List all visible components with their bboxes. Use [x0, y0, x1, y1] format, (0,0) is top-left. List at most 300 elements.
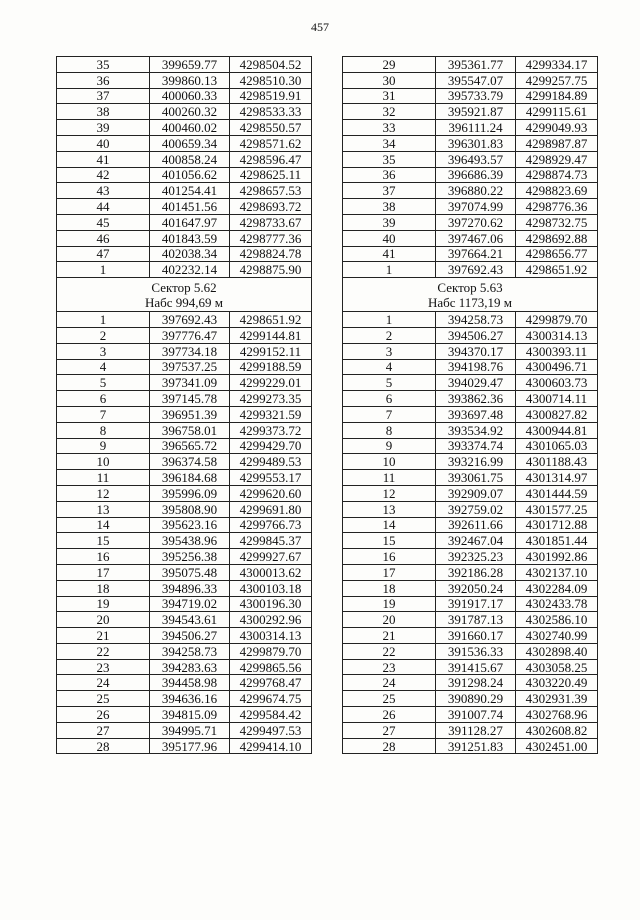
- table-row: [343, 643, 598, 659]
- point-number-cell: 25: [343, 691, 436, 707]
- x-coordinate-cell: 395547.07: [436, 72, 516, 88]
- y-coordinate-cell: 4299768.47: [230, 675, 312, 691]
- point-number-cell: 37: [343, 183, 436, 199]
- x-coordinate-cell: 396880.22: [436, 183, 516, 199]
- table-row: [57, 722, 312, 738]
- table-row: [343, 533, 598, 549]
- x-coordinate-cell: 400260.32: [150, 104, 230, 120]
- point-number-cell: 6: [343, 391, 436, 407]
- y-coordinate-cell: 4299049.93: [516, 120, 598, 136]
- point-number-cell: 31: [343, 88, 436, 104]
- y-coordinate-cell: 4299927.67: [230, 549, 312, 565]
- point-number-cell: 14: [343, 517, 436, 533]
- x-coordinate-cell: 399860.13: [150, 72, 230, 88]
- table-row: [57, 135, 312, 151]
- table-row: [57, 151, 312, 167]
- table-row: [57, 612, 312, 628]
- sector-header: [57, 278, 312, 312]
- x-coordinate-cell: 394198.76: [436, 359, 516, 375]
- y-coordinate-cell: 4300944.81: [516, 422, 598, 438]
- sector-title: Сектор 5.63: [437, 280, 503, 296]
- y-coordinate-cell: 4298651.92: [516, 262, 598, 278]
- table-row: [343, 214, 598, 230]
- y-coordinate-cell: 4299845.37: [230, 533, 312, 549]
- x-coordinate-cell: 396111.24: [436, 120, 516, 136]
- x-coordinate-cell: 394506.27: [436, 327, 516, 343]
- y-coordinate-cell: 4298504.52: [230, 57, 312, 73]
- y-coordinate-cell: 4300292.96: [230, 612, 312, 628]
- table-row: [343, 612, 598, 628]
- point-number-cell: 41: [57, 151, 150, 167]
- table-row: [343, 738, 598, 754]
- y-coordinate-cell: 4298733.67: [230, 214, 312, 230]
- point-number-cell: 36: [57, 72, 150, 88]
- table-row: [343, 501, 598, 517]
- x-coordinate-cell: 400659.34: [150, 135, 230, 151]
- x-coordinate-cell: 395256.38: [150, 549, 230, 565]
- y-coordinate-cell: 4302898.40: [516, 643, 598, 659]
- y-coordinate-cell: 4299865.56: [230, 659, 312, 675]
- x-coordinate-cell: 394258.73: [150, 643, 230, 659]
- point-number-cell: 26: [343, 707, 436, 723]
- x-coordinate-cell: 395808.90: [150, 501, 230, 517]
- table-row: [343, 135, 598, 151]
- x-coordinate-cell: 397341.09: [150, 375, 230, 391]
- x-coordinate-cell: 397692.43: [150, 312, 230, 328]
- x-coordinate-cell: 394636.16: [150, 691, 230, 707]
- point-number-cell: 41: [343, 246, 436, 262]
- table-body-right: [343, 57, 598, 754]
- sector-absolute-height: Набс 994,69 м: [144, 295, 224, 311]
- coordinates-table-right: [342, 56, 598, 754]
- y-coordinate-cell: 4300196.30: [230, 596, 312, 612]
- point-number-cell: 1: [343, 262, 436, 278]
- table-row: [343, 88, 598, 104]
- table-row: [57, 183, 312, 199]
- table-row: [57, 327, 312, 343]
- table-row: [343, 104, 598, 120]
- point-number-cell: 20: [343, 612, 436, 628]
- x-coordinate-cell: 397537.25: [150, 359, 230, 375]
- y-coordinate-cell: 4298732.75: [516, 214, 598, 230]
- table-body-left: [57, 57, 312, 754]
- point-number-cell: 4: [343, 359, 436, 375]
- y-coordinate-cell: 4299188.59: [230, 359, 312, 375]
- point-number-cell: 11: [343, 470, 436, 486]
- table-row: [343, 375, 598, 391]
- y-coordinate-cell: 4302284.09: [516, 580, 598, 596]
- x-coordinate-cell: 392325.23: [436, 549, 516, 565]
- point-number-cell: 42: [57, 167, 150, 183]
- x-coordinate-cell: 392909.07: [436, 485, 516, 501]
- table-row: [343, 57, 598, 73]
- table-row: [343, 722, 598, 738]
- table-row: [343, 230, 598, 246]
- y-coordinate-cell: 4302586.10: [516, 612, 598, 628]
- y-coordinate-cell: 4299620.60: [230, 485, 312, 501]
- y-coordinate-cell: 4300103.18: [230, 580, 312, 596]
- y-coordinate-cell: 4298656.77: [516, 246, 598, 262]
- point-number-cell: 18: [57, 580, 150, 596]
- point-number-cell: 5: [343, 375, 436, 391]
- point-number-cell: 35: [343, 151, 436, 167]
- table-row: [57, 517, 312, 533]
- x-coordinate-cell: 391298.24: [436, 675, 516, 691]
- table-row: [343, 580, 598, 596]
- x-coordinate-cell: 399659.77: [150, 57, 230, 73]
- x-coordinate-cell: 391917.17: [436, 596, 516, 612]
- y-coordinate-cell: 4299879.70: [516, 312, 598, 328]
- table-row: [57, 88, 312, 104]
- x-coordinate-cell: 401451.56: [150, 199, 230, 215]
- y-coordinate-cell: 4298510.30: [230, 72, 312, 88]
- point-number-cell: 36: [343, 167, 436, 183]
- point-number-cell: 23: [57, 659, 150, 675]
- x-coordinate-cell: 397692.43: [436, 262, 516, 278]
- sector-absolute-height: Набс 1173,19 м: [427, 295, 513, 311]
- point-number-cell: 39: [343, 214, 436, 230]
- y-coordinate-cell: 4299321.59: [230, 406, 312, 422]
- x-coordinate-cell: 400060.33: [150, 88, 230, 104]
- table-row: [57, 57, 312, 73]
- point-number-cell: 7: [57, 406, 150, 422]
- y-coordinate-cell: 4299115.61: [516, 104, 598, 120]
- x-coordinate-cell: 395075.48: [150, 564, 230, 580]
- x-coordinate-cell: 391536.33: [436, 643, 516, 659]
- point-number-cell: 14: [57, 517, 150, 533]
- y-coordinate-cell: 4298776.36: [516, 199, 598, 215]
- coordinates-table-left: [56, 56, 312, 754]
- point-number-cell: 28: [343, 738, 436, 754]
- table-row: [343, 72, 598, 88]
- y-coordinate-cell: 4298550.57: [230, 120, 312, 136]
- x-coordinate-cell: 395438.96: [150, 533, 230, 549]
- x-coordinate-cell: 400858.24: [150, 151, 230, 167]
- x-coordinate-cell: 395733.79: [436, 88, 516, 104]
- point-number-cell: 21: [57, 628, 150, 644]
- y-coordinate-cell: 4301188.43: [516, 454, 598, 470]
- table-row: [57, 120, 312, 136]
- y-coordinate-cell: 4301992.86: [516, 549, 598, 565]
- x-coordinate-cell: 391251.83: [436, 738, 516, 754]
- table-row: [343, 406, 598, 422]
- y-coordinate-cell: 4298571.62: [230, 135, 312, 151]
- point-number-cell: 43: [57, 183, 150, 199]
- table-row: [57, 454, 312, 470]
- x-coordinate-cell: 395996.09: [150, 485, 230, 501]
- x-coordinate-cell: 396374.58: [150, 454, 230, 470]
- point-number-cell: 10: [57, 454, 150, 470]
- x-coordinate-cell: 393697.48: [436, 406, 516, 422]
- point-number-cell: 35: [57, 57, 150, 73]
- y-coordinate-cell: 4301314.97: [516, 470, 598, 486]
- y-coordinate-cell: 4299184.89: [516, 88, 598, 104]
- y-coordinate-cell: 4298823.69: [516, 183, 598, 199]
- x-coordinate-cell: 392611.66: [436, 517, 516, 533]
- x-coordinate-cell: 397145.78: [150, 391, 230, 407]
- point-number-cell: 13: [343, 501, 436, 517]
- x-coordinate-cell: 393534.92: [436, 422, 516, 438]
- point-number-cell: 38: [57, 104, 150, 120]
- x-coordinate-cell: 401056.62: [150, 167, 230, 183]
- y-coordinate-cell: 4299553.17: [230, 470, 312, 486]
- y-coordinate-cell: 4301065.03: [516, 438, 598, 454]
- x-coordinate-cell: 393216.99: [436, 454, 516, 470]
- table-row: [343, 628, 598, 644]
- point-number-cell: 2: [57, 327, 150, 343]
- y-coordinate-cell: 4302768.96: [516, 707, 598, 723]
- x-coordinate-cell: 394283.63: [150, 659, 230, 675]
- point-number-cell: 18: [343, 580, 436, 596]
- point-number-cell: 6: [57, 391, 150, 407]
- table-row: [343, 659, 598, 675]
- x-coordinate-cell: 391787.13: [436, 612, 516, 628]
- table-row: [57, 533, 312, 549]
- y-coordinate-cell: 4299257.75: [516, 72, 598, 88]
- table-row: [57, 675, 312, 691]
- table-row: [57, 549, 312, 565]
- x-coordinate-cell: 392467.04: [436, 533, 516, 549]
- point-number-cell: 16: [343, 549, 436, 565]
- x-coordinate-cell: 391415.67: [436, 659, 516, 675]
- y-coordinate-cell: 4299229.01: [230, 375, 312, 391]
- x-coordinate-cell: 392759.02: [436, 501, 516, 517]
- x-coordinate-cell: 393374.74: [436, 438, 516, 454]
- y-coordinate-cell: 4298693.72: [230, 199, 312, 215]
- sector-header-row: [343, 278, 598, 312]
- point-number-cell: 15: [57, 533, 150, 549]
- y-coordinate-cell: 4299489.53: [230, 454, 312, 470]
- y-coordinate-cell: 4303058.25: [516, 659, 598, 675]
- y-coordinate-cell: 4299584.42: [230, 707, 312, 723]
- y-coordinate-cell: 4299334.17: [516, 57, 598, 73]
- y-coordinate-cell: 4298875.90: [230, 262, 312, 278]
- page-number: 457: [311, 20, 329, 34]
- table-row: [57, 580, 312, 596]
- y-coordinate-cell: 4300393.11: [516, 343, 598, 359]
- x-coordinate-cell: 397664.21: [436, 246, 516, 262]
- table-row: [57, 438, 312, 454]
- table-row: [57, 167, 312, 183]
- point-number-cell: 23: [343, 659, 436, 675]
- point-number-cell: 38: [343, 199, 436, 215]
- y-coordinate-cell: 4300827.82: [516, 406, 598, 422]
- point-number-cell: 39: [57, 120, 150, 136]
- y-coordinate-cell: 4298777.36: [230, 230, 312, 246]
- x-coordinate-cell: 394258.73: [436, 312, 516, 328]
- point-number-cell: 32: [343, 104, 436, 120]
- x-coordinate-cell: 395921.87: [436, 104, 516, 120]
- point-number-cell: 26: [57, 707, 150, 723]
- table-row: [343, 262, 598, 278]
- y-coordinate-cell: 4299273.35: [230, 391, 312, 407]
- point-number-cell: 40: [343, 230, 436, 246]
- y-coordinate-cell: 4300314.13: [230, 628, 312, 644]
- point-number-cell: 22: [57, 643, 150, 659]
- x-coordinate-cell: 396493.57: [436, 151, 516, 167]
- y-coordinate-cell: 4298824.78: [230, 246, 312, 262]
- table-row: [343, 596, 598, 612]
- table-row: [57, 470, 312, 486]
- y-coordinate-cell: 4300013.62: [230, 564, 312, 580]
- sector-header: [343, 278, 598, 312]
- y-coordinate-cell: 4301577.25: [516, 501, 598, 517]
- y-coordinate-cell: 4298596.47: [230, 151, 312, 167]
- table-row: [57, 643, 312, 659]
- x-coordinate-cell: 400460.02: [150, 120, 230, 136]
- point-number-cell: 27: [343, 722, 436, 738]
- x-coordinate-cell: 393862.36: [436, 391, 516, 407]
- y-coordinate-cell: 4299414.10: [230, 738, 312, 754]
- y-coordinate-cell: 4298657.53: [230, 183, 312, 199]
- x-coordinate-cell: 395361.77: [436, 57, 516, 73]
- point-number-cell: 2: [343, 327, 436, 343]
- point-number-cell: 7: [343, 406, 436, 422]
- x-coordinate-cell: 402232.14: [150, 262, 230, 278]
- x-coordinate-cell: 390890.29: [436, 691, 516, 707]
- x-coordinate-cell: 397467.06: [436, 230, 516, 246]
- point-number-cell: 30: [343, 72, 436, 88]
- table-row: [57, 596, 312, 612]
- y-coordinate-cell: 4299766.73: [230, 517, 312, 533]
- y-coordinate-cell: 4300496.71: [516, 359, 598, 375]
- table-row: [343, 454, 598, 470]
- table-row: [57, 246, 312, 262]
- point-number-cell: 46: [57, 230, 150, 246]
- x-coordinate-cell: 394506.27: [150, 628, 230, 644]
- y-coordinate-cell: 4299144.81: [230, 327, 312, 343]
- table-row: [57, 691, 312, 707]
- point-number-cell: 15: [343, 533, 436, 549]
- table-row: [343, 167, 598, 183]
- x-coordinate-cell: 395177.96: [150, 738, 230, 754]
- y-coordinate-cell: 4299373.72: [230, 422, 312, 438]
- table-row: [343, 359, 598, 375]
- table-row: [57, 707, 312, 723]
- point-number-cell: 37: [57, 88, 150, 104]
- point-number-cell: 19: [343, 596, 436, 612]
- point-number-cell: 12: [57, 485, 150, 501]
- y-coordinate-cell: 4300714.11: [516, 391, 598, 407]
- x-coordinate-cell: 396565.72: [150, 438, 230, 454]
- y-coordinate-cell: 4299152.11: [230, 343, 312, 359]
- x-coordinate-cell: 391660.17: [436, 628, 516, 644]
- point-number-cell: 44: [57, 199, 150, 215]
- sector-header-row: [57, 278, 312, 312]
- x-coordinate-cell: 392186.28: [436, 564, 516, 580]
- x-coordinate-cell: 397776.47: [150, 327, 230, 343]
- y-coordinate-cell: 4298651.92: [230, 312, 312, 328]
- table-row: [57, 343, 312, 359]
- point-number-cell: 3: [57, 343, 150, 359]
- y-coordinate-cell: 4298533.33: [230, 104, 312, 120]
- x-coordinate-cell: 395623.16: [150, 517, 230, 533]
- table-row: [343, 183, 598, 199]
- y-coordinate-cell: 4299429.70: [230, 438, 312, 454]
- point-number-cell: 1: [57, 312, 150, 328]
- table-row: [343, 691, 598, 707]
- x-coordinate-cell: 401843.59: [150, 230, 230, 246]
- table-row: [343, 422, 598, 438]
- point-number-cell: 47: [57, 246, 150, 262]
- x-coordinate-cell: 394815.09: [150, 707, 230, 723]
- y-coordinate-cell: 4301712.88: [516, 517, 598, 533]
- table-row: [343, 246, 598, 262]
- x-coordinate-cell: 394995.71: [150, 722, 230, 738]
- table-row: [343, 438, 598, 454]
- point-number-cell: 28: [57, 738, 150, 754]
- x-coordinate-cell: 396951.39: [150, 406, 230, 422]
- point-number-cell: 8: [343, 422, 436, 438]
- table-row: [343, 391, 598, 407]
- table-row: [343, 564, 598, 580]
- point-number-cell: 9: [57, 438, 150, 454]
- x-coordinate-cell: 397270.62: [436, 214, 516, 230]
- x-coordinate-cell: 394719.02: [150, 596, 230, 612]
- point-number-cell: 11: [57, 470, 150, 486]
- point-number-cell: 4: [57, 359, 150, 375]
- point-number-cell: 10: [343, 454, 436, 470]
- point-number-cell: 45: [57, 214, 150, 230]
- x-coordinate-cell: 394458.98: [150, 675, 230, 691]
- y-coordinate-cell: 4301851.44: [516, 533, 598, 549]
- table-row: [343, 151, 598, 167]
- y-coordinate-cell: 4302137.10: [516, 564, 598, 580]
- y-coordinate-cell: 4300314.13: [516, 327, 598, 343]
- table-row: [343, 707, 598, 723]
- y-coordinate-cell: 4298987.87: [516, 135, 598, 151]
- table-row: [57, 406, 312, 422]
- point-number-cell: 25: [57, 691, 150, 707]
- x-coordinate-cell: 401647.97: [150, 214, 230, 230]
- y-coordinate-cell: 4300603.73: [516, 375, 598, 391]
- table-row: [343, 675, 598, 691]
- x-coordinate-cell: 396758.01: [150, 422, 230, 438]
- point-number-cell: 20: [57, 612, 150, 628]
- y-coordinate-cell: 4301444.59: [516, 485, 598, 501]
- table-row: [57, 422, 312, 438]
- x-coordinate-cell: 391128.27: [436, 722, 516, 738]
- x-coordinate-cell: 397734.18: [150, 343, 230, 359]
- table-row: [57, 375, 312, 391]
- y-coordinate-cell: 4302433.78: [516, 596, 598, 612]
- x-coordinate-cell: 402038.34: [150, 246, 230, 262]
- point-number-cell: 34: [343, 135, 436, 151]
- x-coordinate-cell: 396184.68: [150, 470, 230, 486]
- x-coordinate-cell: 392050.24: [436, 580, 516, 596]
- point-number-cell: 5: [57, 375, 150, 391]
- point-number-cell: 3: [343, 343, 436, 359]
- table-row: [57, 391, 312, 407]
- table-row: [57, 262, 312, 278]
- table-row: [343, 517, 598, 533]
- table-row: [57, 485, 312, 501]
- point-number-cell: 40: [57, 135, 150, 151]
- x-coordinate-cell: 394370.17: [436, 343, 516, 359]
- sector-title: Сектор 5.62: [151, 280, 217, 296]
- y-coordinate-cell: 4298692.88: [516, 230, 598, 246]
- point-number-cell: 1: [57, 262, 150, 278]
- point-number-cell: 24: [343, 675, 436, 691]
- table-row: [57, 104, 312, 120]
- point-number-cell: 13: [57, 501, 150, 517]
- y-coordinate-cell: 4302451.00: [516, 738, 598, 754]
- table-row: [57, 230, 312, 246]
- table-row: [343, 343, 598, 359]
- point-number-cell: 17: [57, 564, 150, 580]
- table-row: [343, 549, 598, 565]
- table-row: [57, 564, 312, 580]
